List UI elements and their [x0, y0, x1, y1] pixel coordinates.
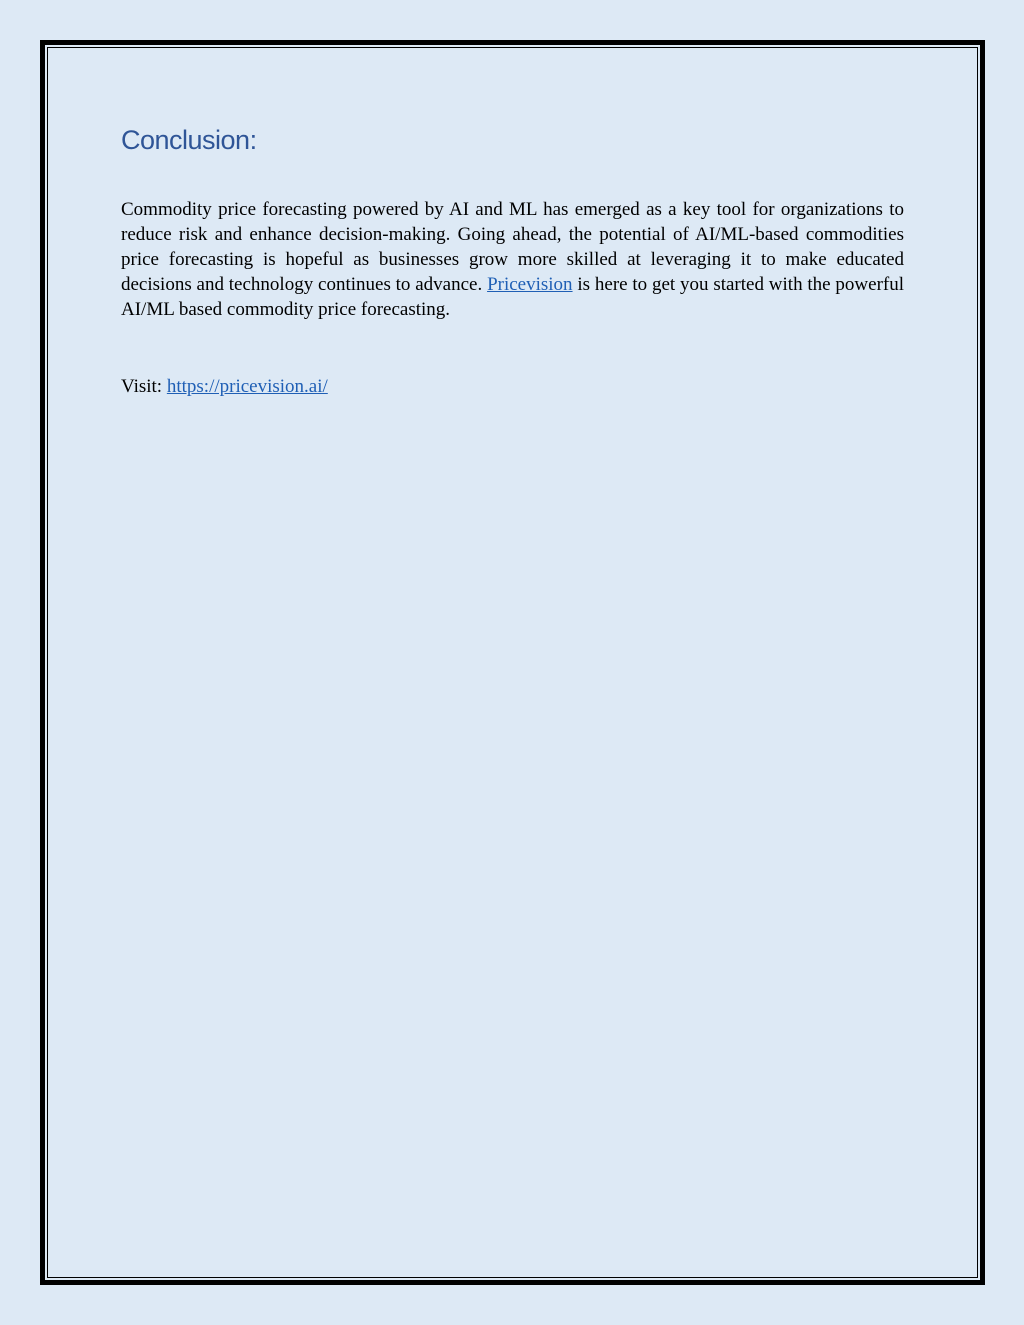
visit-line [121, 374, 328, 399]
conclusion-heading: Conclusion: [121, 125, 257, 155]
conclusion-paragraph [121, 197, 904, 322]
paragraph-text-after: is here to get you started with the powerful AI/ML based commodity price forecasting. [121, 274, 905, 320]
pricevision-link[interactable]: Pricevision [487, 274, 573, 295]
paragraph-text: Commodity price forecasting powered by AI and ML has emerged as a key tool for organizations to reduce risk and enhance decision-making. Going ahead, the potential of AI/ML-based commodities price forecasting is hopeful as businesses grow more skilled at leveraging it to make educated decisions and technology continues to advance. [121, 199, 904, 295]
visit-url-link[interactable]: https://pricevision.ai/ [166, 376, 328, 397]
visit-label: Visit: [121, 376, 163, 397]
